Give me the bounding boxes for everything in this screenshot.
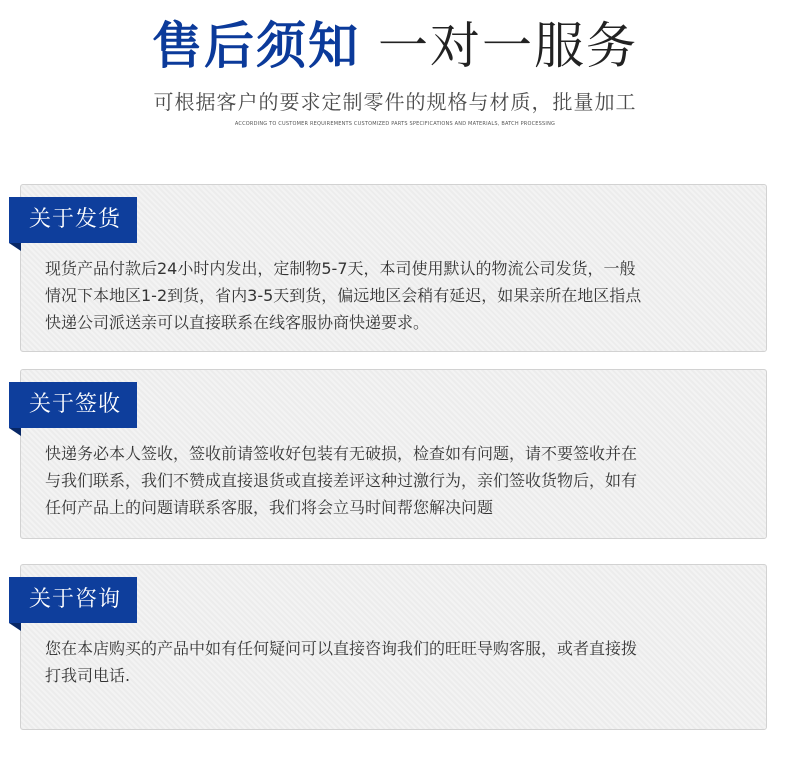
page-subtitle: 可根据客户的要求定制零件的规格与材质，批量加工	[153, 90, 637, 114]
page-title	[0, 14, 790, 78]
section-receipt-label: 关于签收	[9, 382, 137, 428]
section-receipt-card	[20, 369, 767, 539]
section-shipping-card	[20, 184, 767, 352]
text-line: 现货产品付款后24小时内发出，定制物5-7天，本司使用默认的物流公司发货，一般	[45, 259, 636, 278]
section-receipt-text	[45, 440, 745, 521]
page-title-rest: 一对一服务	[378, 17, 638, 75]
text-line: 快递公司派送亲可以直接联系在线客服协商快递要求。	[45, 313, 430, 332]
section-shipping-label: 关于发货	[9, 197, 137, 243]
text-line: 您在本店购买的产品中如有任何疑问可以直接咨询我们的旺旺导购客服，或者直接拨	[45, 639, 638, 658]
section-shipping-text	[45, 255, 745, 336]
page-subtitle-english: ACCORDING TO CUSTOMER REQUIREMENTS CUSTOMIZED PARTS SPECIFICATIONS AND MATERIALS, BATCH PROCESSING	[234, 121, 556, 127]
section-inquiry-label: 关于咨询	[9, 577, 137, 623]
text-line: 与我们联系，我们不赞成直接退货或直接差评这种过激行为，亲们签收货物后，如有	[45, 471, 638, 490]
section-inquiry-text	[45, 635, 745, 689]
section-inquiry-card	[20, 564, 767, 730]
text-line: 打我司电话.	[45, 666, 131, 685]
text-line: 任何产品上的问题请联系客服，我们将会立马时间帮您解决问题	[45, 498, 494, 517]
text-line: 情况下本地区1-2到货，省内3-5天到货，偏远地区会稍有延迟，如果亲所在地区指点	[45, 286, 642, 305]
text-line: 快递务必本人签收，签收前请签收好包装有无破损，检查如有问题，请不要签收并在	[45, 444, 638, 463]
page-title-bold: 售后须知	[152, 17, 360, 75]
